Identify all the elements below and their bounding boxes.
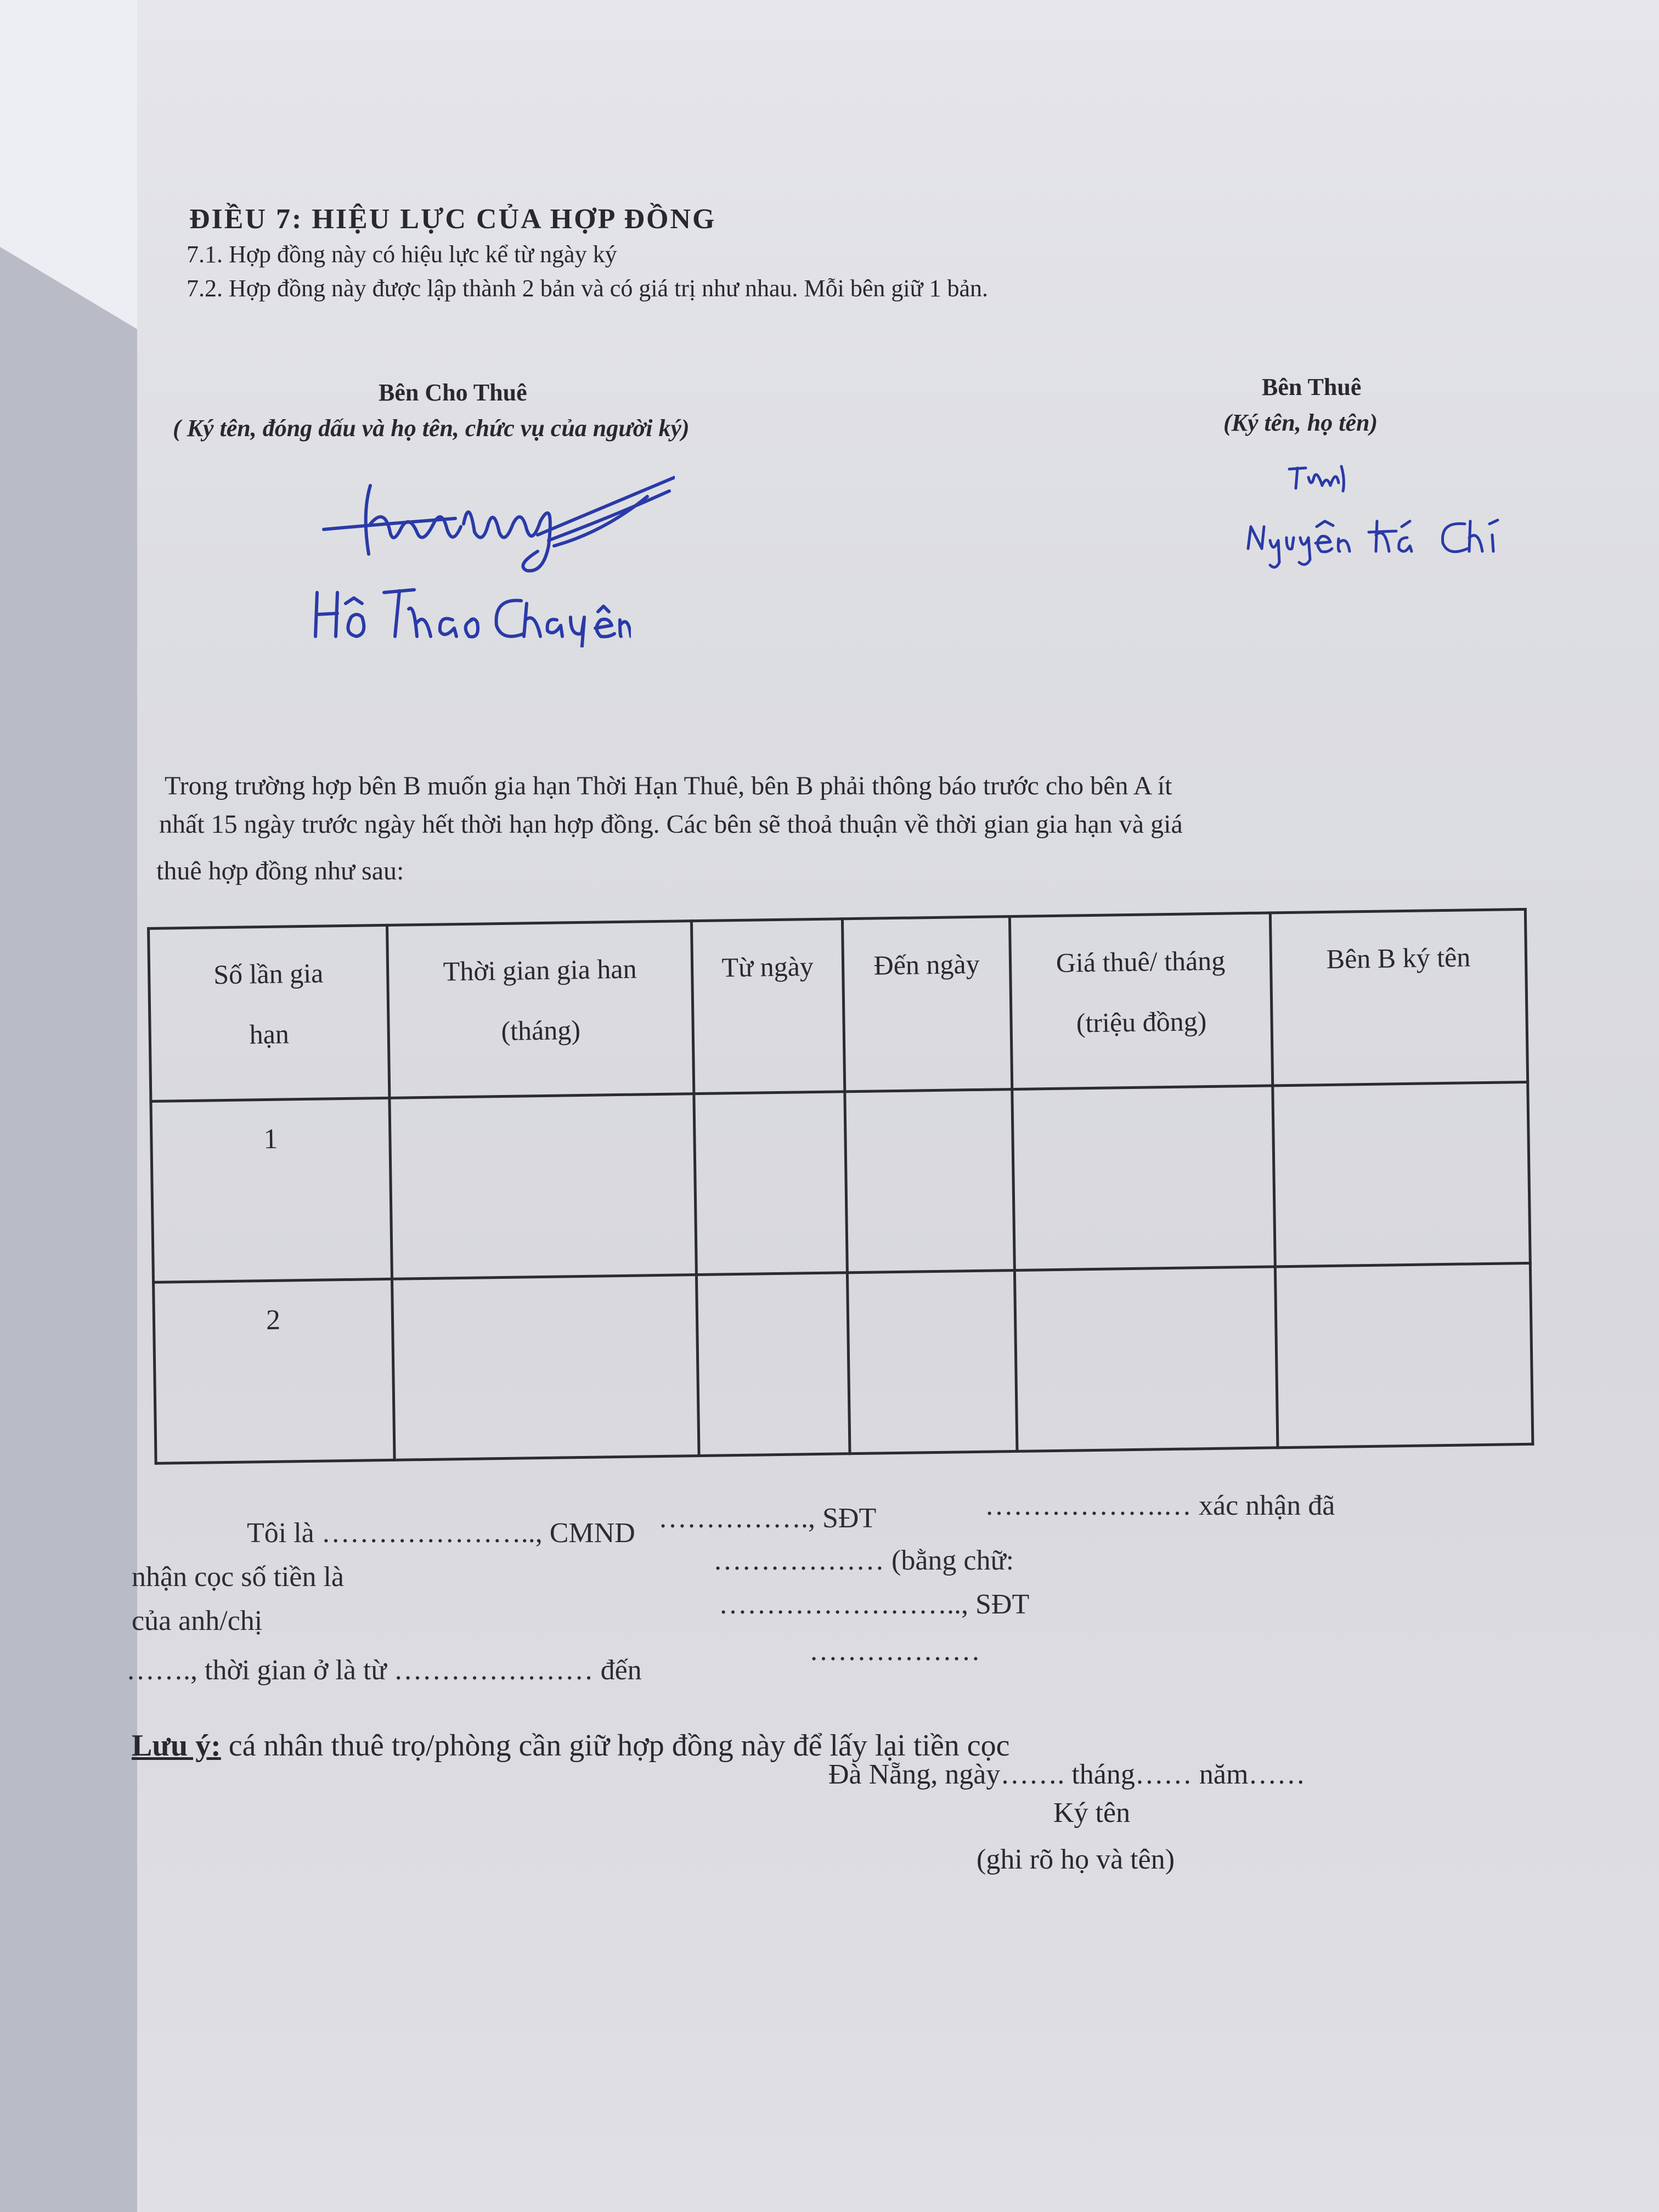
table-cell — [390, 1094, 697, 1279]
lessor-handwritten-name — [313, 582, 631, 647]
table-cell — [694, 1092, 848, 1275]
table-cell — [696, 1273, 850, 1456]
header-to-date: Đến ngày — [842, 917, 1012, 1092]
lessor-signature — [318, 464, 675, 579]
deposit-form-line: của anh/chị — [132, 1605, 263, 1637]
table-cell — [1273, 1082, 1531, 1266]
table-row — [154, 1263, 1533, 1463]
underlying-page — [0, 0, 137, 329]
table-row — [151, 1082, 1530, 1282]
deposit-form-line: ……………… (bằng chữ: — [713, 1545, 1014, 1576]
deposit-form-line: ……………….… xác nhận đã — [985, 1490, 1335, 1521]
clause-7-1: 7.1. Hợp đồng này có hiệu lực kể từ ngày ký — [187, 241, 617, 268]
table-cell — [1014, 1267, 1278, 1452]
deposit-form-line: ……………… — [809, 1635, 980, 1667]
table-cell — [847, 1270, 1017, 1453]
lessee-initial-signature — [1284, 458, 1355, 496]
header-party-b-signature: Bên B ký tên — [1270, 909, 1527, 1085]
table-cell — [845, 1090, 1015, 1273]
clause-7-2: 7.2. Hợp đồng này được lập thành 2 bản và có giá trị như nhau. Mỗi bên giữ 1 bản. — [187, 275, 989, 302]
renewal-paragraph-line: thuê hợp đồng như sau: — [156, 856, 404, 885]
header-renewal-count: Số lần gia hạn — [149, 925, 390, 1101]
table-cell — [1012, 1086, 1276, 1271]
renewal-table — [147, 908, 1534, 1465]
lessor-title: Bên Cho Thuê — [379, 379, 527, 406]
note-label: Lưu ý: — [132, 1729, 221, 1763]
table-cell — [392, 1275, 699, 1460]
table-cell: 1 — [151, 1098, 392, 1282]
deposit-form-line: nhận cọc số tiền là — [132, 1561, 344, 1593]
header-renewal-period: Thời gian gia han (tháng) — [387, 921, 693, 1098]
sign-hint: (ghi rõ họ và tên) — [977, 1844, 1175, 1875]
renewal-paragraph-line: nhất 15 ngày trước ngày hết thời hạn hợp đồng. Các bên sẽ thoả thuận về thời gian gia hạn và giá — [159, 810, 1183, 839]
place-date: Đà Nẵng, ngày……. tháng…… năm…… — [828, 1759, 1306, 1790]
header-from-date: Từ ngày — [691, 919, 844, 1094]
article-title: ĐIỀU 7: HIỆU LỰC CỦA HỢP ĐỒNG — [189, 204, 716, 235]
table-header-row — [149, 909, 1528, 1101]
table-cell: 2 — [154, 1279, 395, 1463]
deposit-form-line: ……………., SĐT — [658, 1503, 877, 1534]
renewal-paragraph-line: Trong trường hợp bên B muốn gia hạn Thời Hạn Thuê, bên B phải thông báo trước cho bên A ít — [165, 771, 1172, 800]
deposit-form-line: ……., thời gian ở là từ ………………… đến — [126, 1655, 642, 1686]
lessee-sign-instruction: (Ký tên, họ tên) — [1223, 409, 1378, 436]
lessee-handwritten-name — [1245, 505, 1509, 571]
table-cell — [1275, 1263, 1533, 1447]
note-text: cá nhân thuê trọ/phòng cần giữ hợp đồng này để lấy lại tiền cọc — [221, 1729, 1010, 1763]
lessor-sign-instruction: ( Ký tên, đóng dấu và họ tên, chức vụ của người ký) — [173, 415, 690, 442]
sign-label: Ký tên — [1053, 1797, 1131, 1829]
lessee-title: Bên Thuê — [1262, 374, 1362, 400]
deposit-form-line: …………………….., SĐT — [719, 1589, 1030, 1620]
deposit-form-line: Tôi là ………………….., CMND — [247, 1517, 635, 1549]
header-monthly-rent: Giá thuê/ tháng (triệu đồng) — [1009, 913, 1272, 1090]
